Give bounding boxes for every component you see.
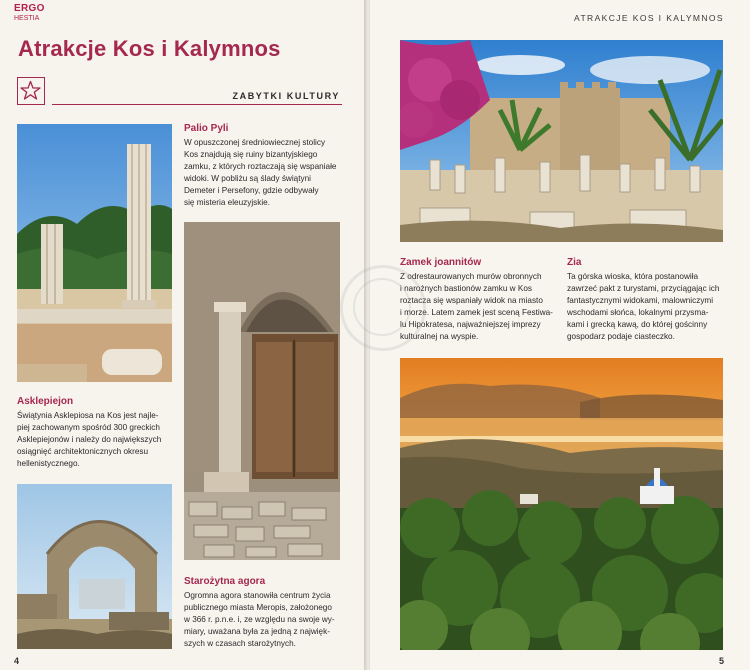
palio-pyli-text: W opuszczonej średniowiecznej stolicy Kos znajdują się ruiny bizantyjskiego zamku, z których roztaczają się wspaniałe widoki. W pobliżu są ślady świątyni Demeter i Persefony, gdzie odbywały się misteria eleuzyjskie. bbox=[184, 138, 337, 207]
asklepiejon-heading: Asklepiejon bbox=[17, 396, 74, 407]
brand-logo bbox=[14, 4, 45, 22]
brand-logo-line2: HESTIA bbox=[14, 15, 40, 22]
castle-photo bbox=[400, 40, 723, 242]
zamek-text: Z odrestaurowanych murów obronnych i narożnych bastionów zamku w Kos roztacza się wspaniały widok na miasto i morze. Latem zamek jest sceną Festiwa- lu Hipokratesa, najważniejszej imprezy kulturalnej na wyspie. bbox=[400, 272, 553, 341]
page-title: Atrakcje Kos i Kalymnos bbox=[18, 36, 281, 61]
asklepiejon-photo bbox=[17, 124, 172, 382]
left-page bbox=[0, 0, 366, 670]
running-head: ATRAKCJE KOS I KALYMNOS bbox=[574, 13, 724, 23]
palio-pyli-photo bbox=[184, 222, 340, 560]
zia-text: Ta górska wioska, która postanowiła zawrzeć pakt z turystami, przyciągając ich fantastycznymi widokami, malowniczymi wschodami słońca, lokalnymi przysma- kami i grecką kawą, do której gościnny gospodarz podaje ciasteczko. bbox=[567, 272, 720, 341]
agora-heading: Starożytna agora bbox=[184, 576, 266, 587]
brand-logo-line1: ERGO bbox=[14, 3, 45, 14]
section-divider bbox=[52, 104, 342, 105]
right-page bbox=[370, 0, 750, 670]
palio-pyli-heading: Palio Pyli bbox=[184, 123, 229, 134]
agora-arch-photo bbox=[17, 484, 172, 649]
star-icon bbox=[17, 77, 45, 105]
section-label: ZABYTKI KULTURY bbox=[232, 91, 340, 101]
agora-text: Ogromna agora stanowiła centrum życia publicznego miasta Meropis, założonego w 366 r. p.n.e. i, ze względu na swoje wy- miary, uważana była za jedną z najwięk- szych w czasach starożytnych. bbox=[184, 591, 335, 648]
page-number-left: 4 bbox=[14, 656, 20, 666]
zia-photo bbox=[400, 358, 723, 650]
asklepiejon-text: Świątynia Asklepiosa na Kos jest najle- piej zachowanym spośród 300 greckich Asklepiejonów i należy do największych osiągnięć architektonicznych okresu hellenistycznego. bbox=[17, 411, 162, 468]
zamek-heading: Zamek joannitów bbox=[400, 257, 482, 268]
page-number-right: 5 bbox=[718, 656, 724, 666]
watermark-globe bbox=[340, 265, 426, 351]
zia-heading: Zia bbox=[567, 257, 582, 268]
